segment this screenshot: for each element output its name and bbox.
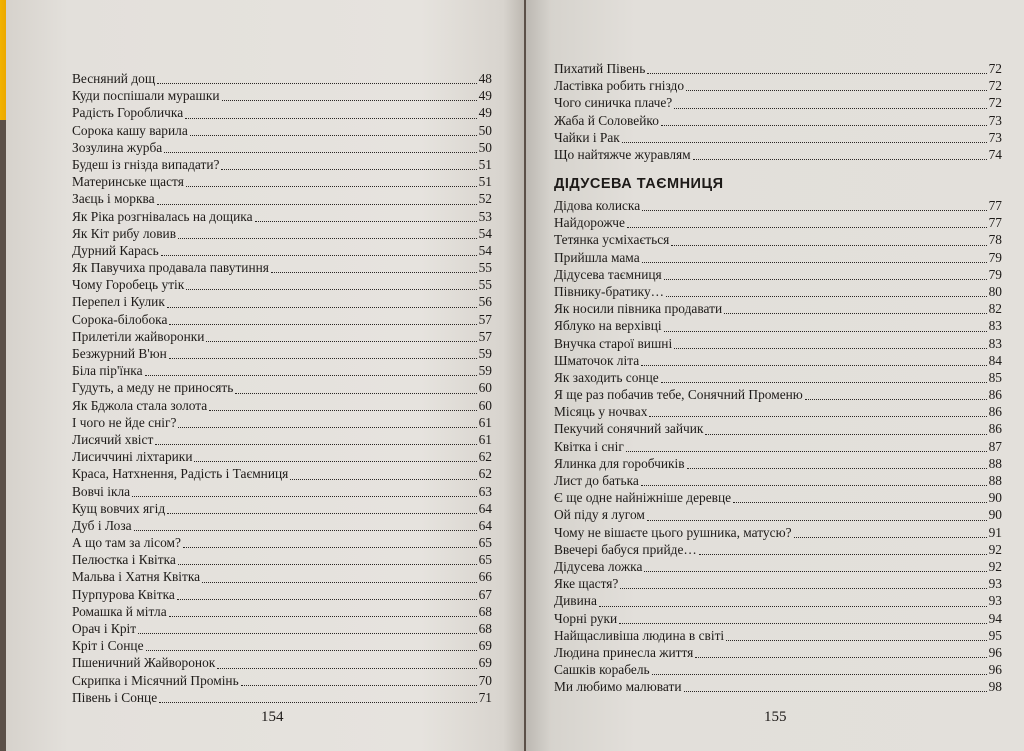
toc-dot-leader: [674, 344, 986, 349]
toc-dot-leader: [647, 516, 987, 521]
toc-entry-page: 50: [478, 122, 492, 138]
toc-entry-page: 74: [988, 146, 1002, 162]
toc-entry-title: Внучка старої вишні: [554, 335, 673, 351]
toc-entry-title: Сорока кашу варила: [72, 122, 188, 138]
toc-entry: [72, 534, 492, 551]
left-page-number: 154: [261, 709, 284, 725]
toc-entry-page: 57: [478, 328, 492, 344]
toc-entry-page: 61: [478, 431, 492, 447]
toc-entry-title: Кущ вовчих ягід: [72, 500, 166, 516]
toc-dot-leader: [649, 412, 986, 417]
toc-entry: [554, 575, 1002, 592]
toc-dot-leader: [687, 464, 987, 469]
toc-entry-page: 80: [988, 283, 1002, 299]
toc-entry: [72, 517, 492, 534]
toc-entry-title: Квітка і сніг: [554, 438, 624, 454]
toc-dot-leader: [217, 664, 476, 669]
toc-dot-leader: [222, 96, 477, 101]
toc-entry-page: 65: [478, 552, 492, 568]
toc-dot-leader: [235, 389, 476, 394]
toc-entry-page: 73: [988, 112, 1002, 128]
toc-entry-page: 59: [478, 363, 492, 379]
toc-entry-title: Ми любимо малювати: [554, 679, 682, 695]
toc-entry-page: 73: [988, 129, 1002, 145]
toc-dot-leader: [132, 492, 477, 497]
toc-dot-leader: [726, 636, 986, 641]
toc-dot-leader: [271, 268, 477, 273]
toc-entry-title: Орач і Кріт: [72, 621, 137, 636]
section-heading: ДІДУСЕВА ТАЄМНИЦЯ: [554, 176, 724, 192]
toc-dot-leader: [185, 114, 476, 119]
toc-entry-page: 67: [478, 586, 492, 602]
toc-entry-page: 50: [478, 139, 492, 155]
toc-entry-page: 48: [478, 71, 492, 86]
toc-entry-title: Найдорожче: [554, 215, 625, 231]
right-toc-list-top: [554, 60, 1002, 163]
toc-entry-page: 90: [988, 507, 1002, 523]
toc-dot-leader: [190, 131, 477, 136]
toc-entry-page: 93: [988, 576, 1002, 592]
toc-dot-leader: [805, 395, 987, 400]
right-page-number: 155: [764, 709, 787, 725]
toc-dot-leader: [255, 217, 477, 222]
toc-dot-leader: [169, 320, 476, 325]
toc-entry: [72, 654, 492, 671]
toc-entry-page: 57: [478, 311, 492, 327]
toc-entry: [72, 586, 492, 603]
toc-entry-page: 64: [478, 500, 492, 516]
toc-entry-title: Ластівка робить гніздо: [554, 78, 685, 94]
toc-entry-title: Лисиччині ліхтарики: [72, 449, 193, 465]
toc-entry-page: 88: [988, 455, 1002, 471]
toc-entry-title: Як Ріка розгнівалась на дощика: [72, 208, 253, 224]
toc-entry-page: 91: [988, 524, 1002, 540]
toc-entry-title: Краса, Натхнення, Радість і Таємниця: [72, 466, 289, 482]
toc-dot-leader: [157, 200, 477, 205]
toc-entry-title: Кріт і Сонце: [72, 638, 144, 654]
toc-entry: [72, 190, 492, 207]
toc-dot-leader: [138, 629, 476, 634]
toc-entry-page: 65: [478, 535, 492, 551]
toc-entry: [72, 568, 492, 585]
toc-entry-title: Яке щастя?: [554, 576, 619, 592]
toc-entry-page: 84: [988, 352, 1002, 368]
toc-entry: [554, 94, 1002, 111]
left-toc-list: [72, 70, 492, 706]
toc-entry-page: 62: [478, 466, 492, 482]
toc-entry-page: 52: [478, 191, 492, 207]
toc-entry-title: Біла пір'їнка: [72, 363, 143, 379]
toc-entry-title: Дідусева таємниця: [554, 266, 662, 282]
toc-dot-leader: [186, 182, 477, 187]
toc-entry-title: Прийшла мама: [554, 249, 640, 265]
toc-dot-leader: [186, 285, 476, 290]
toc-entry-title: Радість Горобличка: [72, 105, 184, 121]
toc-entry: [72, 70, 492, 87]
toc-entry-title: Яблуко на верхівці: [554, 318, 662, 334]
toc-entry-title: Прилетіли жайворонки: [72, 328, 205, 344]
toc-entry-page: 78: [988, 232, 1002, 248]
toc-entry-title: Шматочок літа: [554, 352, 640, 368]
toc-entry: [72, 483, 492, 500]
toc-entry-page: 62: [478, 449, 492, 465]
toc-entry-title: Перепел і Кулик: [72, 294, 165, 310]
toc-entry: [72, 311, 492, 328]
toc-entry-page: 77: [988, 198, 1002, 213]
toc-dot-leader: [661, 378, 987, 383]
toc-dot-leader: [169, 612, 477, 617]
toc-entry-page: 86: [988, 387, 1002, 403]
toc-entry-title: Вовчі ікла: [72, 483, 131, 499]
toc-entry-page: 61: [478, 414, 492, 430]
toc-entry-title: Є ще одне найніжніше деревце: [554, 490, 732, 506]
toc-dot-leader: [620, 584, 986, 589]
toc-entry: [554, 610, 1002, 627]
toc-dot-leader: [134, 526, 477, 531]
toc-entry-title: Дурний Карась: [72, 242, 159, 258]
toc-dot-leader: [202, 578, 476, 583]
toc-entry-page: 79: [988, 249, 1002, 265]
toc-entry-page: 83: [988, 318, 1002, 334]
toc-entry-title: Ялинка для горобчиків: [554, 455, 685, 471]
toc-entry-page: 60: [478, 397, 492, 413]
toc-entry: [554, 489, 1002, 506]
toc-entry-page: 59: [478, 346, 492, 361]
toc-entry: [72, 173, 492, 190]
toc-entry-title: Ромашка й мітла: [72, 603, 167, 619]
toc-entry: [554, 541, 1002, 558]
toc-entry-page: 56: [478, 294, 492, 310]
toc-entry: [72, 448, 492, 465]
toc-dot-leader: [652, 670, 987, 675]
toc-entry: [72, 620, 492, 637]
toc-entry-title: Людина принесла життя: [554, 644, 694, 660]
toc-entry: [554, 231, 1002, 248]
toc-entry-title: Пекучий сонячний зайчик: [554, 421, 704, 437]
toc-entry-title: Як носили півника продавати: [554, 301, 723, 317]
toc-entry-title: І чого не йде сніг?: [72, 414, 177, 430]
toc-dot-leader: [241, 681, 477, 686]
toc-dot-leader: [674, 104, 986, 109]
toc-entry-title: Чорні руки: [554, 610, 618, 626]
toc-dot-leader: [290, 475, 476, 480]
toc-entry: [554, 420, 1002, 437]
toc-dot-leader: [167, 509, 476, 514]
toc-dot-leader: [641, 361, 986, 366]
toc-dot-leader: [619, 619, 986, 624]
toc-dot-leader: [167, 303, 477, 308]
toc-entry: [554, 335, 1002, 352]
toc-dot-leader: [194, 457, 476, 462]
toc-dot-leader: [705, 430, 986, 435]
toc-entry-page: 55: [478, 260, 492, 276]
toc-entry-page: 95: [988, 627, 1002, 643]
toc-dot-leader: [724, 309, 987, 314]
toc-entry-title: Будеш із гнізда випадати?: [72, 156, 220, 172]
toc-entry: [72, 328, 492, 345]
toc-entry-title: Чому Горобець утік: [72, 277, 185, 293]
toc-entry: [72, 122, 492, 139]
toc-entry: [72, 431, 492, 448]
toc-entry-page: 88: [988, 473, 1002, 488]
toc-entry-title: Як Бджола стала золота: [72, 397, 208, 413]
toc-entry-title: Пелюстка і Квітка: [72, 552, 176, 568]
toc-entry-title: Весняний дощ: [72, 71, 156, 86]
toc-dot-leader: [155, 440, 476, 445]
toc-entry-title: Чого синичка плаче?: [554, 95, 673, 111]
toc-entry-title: Як заходить сонце: [554, 369, 659, 385]
toc-dot-leader: [699, 550, 987, 555]
toc-dot-leader: [664, 327, 987, 332]
toc-entry-title: Місяць у ночвах: [554, 404, 648, 420]
toc-entry-page: 96: [988, 662, 1002, 678]
toc-entry-page: 49: [478, 105, 492, 121]
toc-dot-leader: [178, 234, 477, 239]
toc-entry-page: 68: [478, 621, 492, 636]
toc-entry: [72, 156, 492, 173]
toc-dot-leader: [642, 206, 986, 211]
toc-entry-title: Ввечері бабуся прийде…: [554, 541, 697, 557]
toc-entry-title: Півень і Сонце: [72, 689, 158, 705]
toc-entry: [554, 317, 1002, 334]
toc-entry-title: Дивина: [554, 593, 597, 609]
toc-entry-page: 86: [988, 421, 1002, 437]
toc-entry-page: 82: [988, 301, 1002, 317]
toc-dot-leader: [145, 371, 477, 376]
toc-entry: [554, 386, 1002, 403]
toc-entry: [554, 678, 1002, 695]
toc-entry: [72, 225, 492, 242]
toc-dot-leader: [206, 337, 476, 342]
toc-entry: [72, 672, 492, 689]
toc-dot-leader: [647, 69, 986, 74]
toc-entry: [554, 661, 1002, 678]
toc-entry-page: 70: [478, 672, 492, 688]
toc-entry-title: Заєць і морква: [72, 191, 155, 207]
toc-entry-title: Як Павучиха продавала павутиння: [72, 260, 269, 276]
toc-entry: [72, 465, 492, 482]
toc-dot-leader: [164, 148, 476, 153]
toc-entry: [554, 524, 1002, 541]
toc-entry-title: Гудуть, а меду не приносять: [72, 380, 234, 396]
toc-entry-title: Безжурний В'юн: [72, 346, 167, 361]
toc-dot-leader: [159, 698, 476, 703]
toc-entry-title: Дідова колиска: [554, 198, 641, 213]
toc-entry-page: 60: [478, 380, 492, 396]
toc-entry-title: Що найтяжче журавлям: [554, 146, 691, 162]
toc-entry-title: Материнське щастя: [72, 174, 184, 190]
toc-entry-page: 77: [988, 215, 1002, 231]
toc-entry-page: 96: [988, 644, 1002, 660]
toc-dot-leader: [733, 498, 987, 503]
toc-entry: [72, 551, 492, 568]
toc-entry-title: Лисячий хвіст: [72, 431, 154, 447]
toc-entry-title: Жаба й Соловейко: [554, 112, 659, 128]
right-page: [526, 0, 1024, 751]
toc-entry: [72, 603, 492, 620]
toc-dot-leader: [183, 543, 477, 548]
toc-entry: [72, 242, 492, 259]
toc-entry-page: 92: [988, 558, 1002, 574]
toc-dot-leader: [684, 687, 987, 692]
toc-entry: [554, 627, 1002, 644]
toc-entry: [72, 87, 492, 104]
toc-entry: [72, 379, 492, 396]
toc-dot-leader: [666, 292, 987, 297]
toc-entry-page: 49: [478, 88, 492, 104]
toc-entry: [554, 112, 1002, 129]
toc-entry-page: 94: [988, 610, 1002, 626]
toc-entry: [72, 259, 492, 276]
toc-dot-leader: [178, 560, 477, 565]
toc-entry-page: 90: [988, 490, 1002, 506]
toc-dot-leader: [641, 481, 987, 486]
toc-entry: [554, 592, 1002, 609]
right-toc-list-bottom: [554, 197, 1002, 695]
toc-dot-leader: [695, 653, 986, 658]
toc-entry-title: Дуб і Лоза: [72, 517, 132, 533]
toc-entry: [554, 506, 1002, 523]
toc-dot-leader: [221, 165, 476, 170]
toc-entry-title: А що там за лісом?: [72, 535, 181, 551]
toc-entry-title: Пихатий Півень: [554, 61, 646, 76]
toc-entry-page: 71: [478, 689, 492, 705]
toc-dot-leader: [178, 423, 476, 428]
toc-entry: [554, 249, 1002, 266]
toc-entry-page: 79: [988, 266, 1002, 282]
toc-entry-page: 93: [988, 593, 1002, 609]
toc-entry-page: 85: [988, 369, 1002, 385]
toc-entry-title: Як Кіт рибу ловив: [72, 225, 177, 241]
toc-entry-page: 72: [988, 95, 1002, 111]
toc-entry-page: 98: [988, 679, 1002, 695]
toc-entry-title: Мальва і Хатня Квітка: [72, 569, 201, 585]
toc-entry-page: 51: [478, 156, 492, 172]
toc-entry-page: 64: [478, 517, 492, 533]
toc-dot-leader: [794, 533, 987, 538]
toc-entry-page: 72: [988, 61, 1002, 76]
toc-dot-leader: [209, 406, 476, 411]
toc-entry-page: 69: [478, 655, 492, 671]
toc-dot-leader: [642, 258, 987, 263]
toc-entry-page: 63: [478, 483, 492, 499]
toc-entry: [554, 214, 1002, 231]
toc-entry: [72, 689, 492, 706]
toc-dot-leader: [664, 275, 987, 280]
toc-entry-title: Скрипка і Місячний Промінь: [72, 672, 239, 688]
toc-entry-title: Сашків корабель: [554, 662, 650, 678]
toc-dot-leader: [644, 567, 986, 572]
toc-entry-page: 83: [988, 335, 1002, 351]
toc-dot-leader: [622, 138, 987, 143]
toc-entry: [72, 345, 492, 362]
toc-entry: [72, 104, 492, 121]
toc-entry: [554, 283, 1002, 300]
toc-entry-title: Чому не вішаєте цього рушника, матусю?: [554, 524, 792, 540]
toc-entry-title: Сорока-білобока: [72, 311, 168, 327]
toc-entry: [554, 129, 1002, 146]
toc-entry-title: Куди поспішали мурашки: [72, 88, 220, 104]
left-page: [6, 0, 524, 751]
toc-dot-leader: [693, 155, 987, 160]
toc-entry: [554, 558, 1002, 575]
toc-entry-page: 55: [478, 277, 492, 293]
toc-entry: [554, 352, 1002, 369]
toc-dot-leader: [599, 602, 987, 607]
toc-entry-page: 87: [988, 438, 1002, 454]
toc-entry: [72, 500, 492, 517]
toc-entry-page: 53: [478, 208, 492, 224]
toc-dot-leader: [627, 223, 987, 228]
toc-entry: [72, 362, 492, 379]
toc-entry-title: Півнику-братику…: [554, 283, 665, 299]
toc-dot-leader: [157, 79, 476, 84]
toc-entry-title: Пурпурова Квітка: [72, 586, 175, 602]
toc-entry-title: Ой піду я лугом: [554, 507, 645, 523]
toc-entry: [554, 472, 1002, 489]
toc-entry-page: 68: [478, 603, 492, 619]
toc-entry-page: 66: [478, 569, 492, 585]
toc-entry: [554, 300, 1002, 317]
toc-entry: [72, 276, 492, 293]
toc-dot-leader: [169, 354, 477, 359]
toc-entry: [554, 369, 1002, 386]
toc-entry: [554, 146, 1002, 163]
toc-entry: [72, 208, 492, 225]
toc-entry-page: 54: [478, 225, 492, 241]
toc-dot-leader: [177, 595, 477, 600]
toc-entry: [72, 397, 492, 414]
toc-entry-page: 51: [478, 174, 492, 190]
toc-entry: [72, 414, 492, 431]
toc-dot-leader: [661, 121, 987, 126]
toc-dot-leader: [686, 86, 987, 91]
toc-dot-leader: [146, 646, 477, 651]
toc-entry-page: 69: [478, 638, 492, 654]
toc-dot-leader: [671, 241, 986, 246]
toc-entry-title: Дідусева ложка: [554, 558, 643, 574]
toc-entry-title: Лист до батька: [554, 473, 639, 488]
toc-entry: [72, 293, 492, 310]
toc-entry: [554, 644, 1002, 661]
toc-entry: [554, 455, 1002, 472]
toc-entry-title: Чайки і Рак: [554, 129, 620, 145]
toc-entry-page: 86: [988, 404, 1002, 420]
toc-entry-page: 92: [988, 541, 1002, 557]
toc-entry: [554, 197, 1002, 214]
toc-entry-title: Пшеничний Жайворонок: [72, 655, 216, 671]
toc-entry-page: 72: [988, 78, 1002, 94]
toc-dot-leader: [626, 447, 987, 452]
toc-entry: [554, 438, 1002, 455]
toc-entry: [72, 637, 492, 654]
toc-entry: [554, 60, 1002, 77]
toc-entry: [72, 139, 492, 156]
toc-entry-title: Тетянка усміхається: [554, 232, 670, 248]
toc-entry-title: Найщасливіша людина в світі: [554, 627, 725, 643]
toc-entry-page: 54: [478, 242, 492, 258]
toc-entry: [554, 403, 1002, 420]
toc-entry-title: Зозулина журба: [72, 139, 163, 155]
toc-entry-title: Я ще раз побачив тебе, Сонячний Променю: [554, 387, 803, 403]
toc-entry: [554, 77, 1002, 94]
toc-entry: [554, 266, 1002, 283]
toc-dot-leader: [161, 251, 477, 256]
